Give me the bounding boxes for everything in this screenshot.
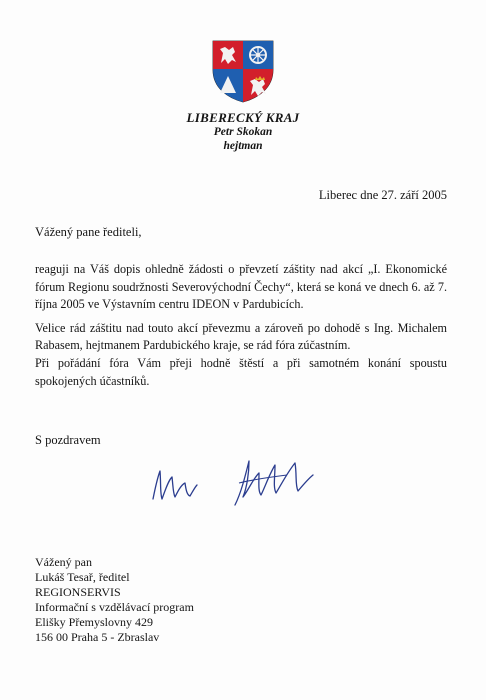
regional-coat-of-arms-icon — [210, 38, 276, 104]
sender-title: hejtman — [223, 140, 263, 152]
body-paragraph-1: reaguji na Váš dopis ohledně žádosti o převzetí záštity nad akcí „I. Ekonomické fórum Regionu soudržnosti Severovýchodní Čechy“, která se koná ve dnech 6. až 7. října 2005 ve Výstavním centru IDEON v Pardubicích. — [35, 262, 447, 312]
recipient-program: Informační s vzdělávací program — [35, 600, 194, 614]
signature-stroke-1 — [153, 471, 197, 499]
salutation: Vážený pane řediteli, — [35, 225, 142, 239]
closing: S pozdravem — [35, 433, 101, 447]
body-paragraph-2: Velice rád záštitu nad touto akcí převezmu a zároveň po dohodě s Ing. Michalem Rabasem, hejtmanem Pardubického kraje, se rád fóra zúčastním. — [35, 320, 447, 353]
recipient-name: Lukáš Tesař, ředitel — [35, 570, 130, 584]
letter-body — [35, 261, 447, 390]
recipient-street: Elišky Přemyslovny 429 — [35, 615, 154, 629]
recipient-organization: REGIONSERVIS — [35, 585, 121, 599]
recipient-city: 156 00 Praha 5 - Zbraslav — [35, 630, 160, 644]
signature-stroke-2 — [235, 461, 313, 505]
organization-name: LIBERECKÝ KRAJ — [186, 110, 300, 125]
signature-underline — [239, 475, 287, 483]
date-line: Liberec dne 27. září 2005 — [318, 188, 447, 202]
handwritten-signature — [145, 453, 320, 508]
body-paragraph-3: Při pořádání fóra Vám přeji hodně štěstí a při samotném konání spoustu spokojených účastníků. — [35, 355, 447, 388]
recipient-address — [35, 555, 194, 645]
sender-name: Petr Skokan — [213, 126, 273, 138]
recipient-greeting: Vážený pan — [35, 555, 92, 569]
